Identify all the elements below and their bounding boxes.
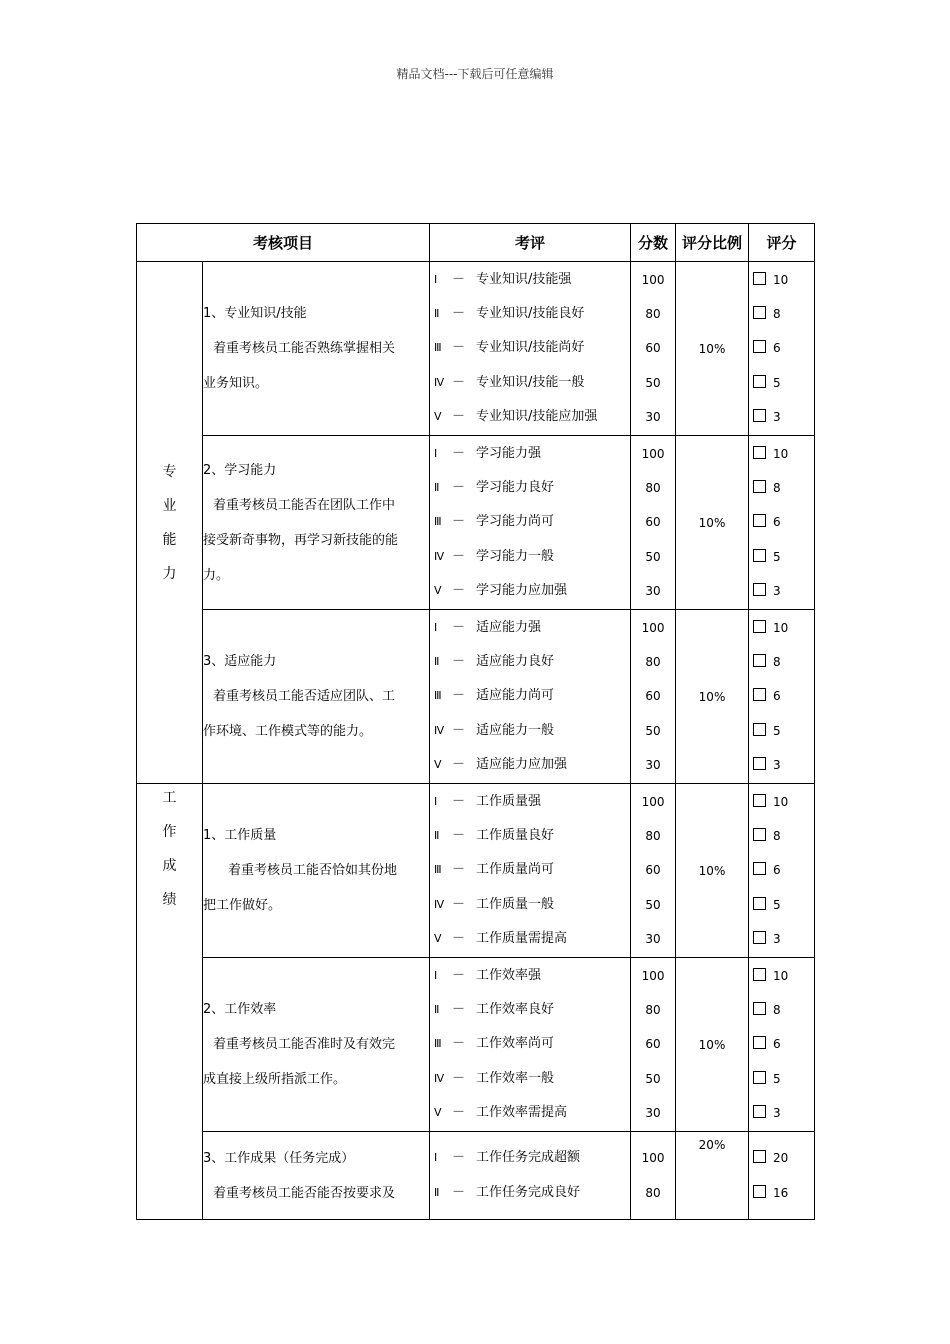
item-description [203,958,430,1132]
score-list: 100 80 [631,1132,676,1220]
checkbox-icon[interactable] [753,1002,766,1015]
checkbox-icon[interactable] [753,514,766,527]
header-score: 分数 [631,224,676,262]
grade-row: Ⅳ － 适应能力一般 [434,722,555,738]
ratio-cell: 10% [676,436,749,610]
checkbox-icon[interactable] [753,757,766,770]
checkbox-icon[interactable] [753,340,766,353]
grade-row: Ⅴ － 学习能力应加强 [434,582,568,598]
checkbox-icon[interactable] [753,794,766,807]
grade-list [430,1132,631,1220]
rating-option[interactable]: 5 [749,366,814,400]
checkbox-icon[interactable] [753,306,766,319]
checkbox-icon[interactable] [753,1105,766,1118]
rating-option[interactable]: 10 [749,611,814,645]
checkbox-icon[interactable] [753,862,766,875]
checkbox-icon[interactable] [753,723,766,736]
checkbox-icon[interactable] [753,897,766,910]
rating-option[interactable]: 8 [749,993,814,1027]
item-desc-line: 着重考核员工能否准时及有效完 [213,1037,396,1052]
score-list: 100 80 60 50 30 [631,262,676,436]
rating-option[interactable]: 5 [749,1062,814,1096]
grade-row: Ⅴ － 工作效率需提高 [434,1104,568,1120]
item-title: 1、专业知识/技能 [203,306,307,321]
table-row [137,436,815,610]
checkbox-icon[interactable] [753,688,766,701]
rating-option[interactable]: 5 [749,540,814,574]
item-title: 3、适应能力 [203,654,277,669]
rating-option[interactable]: 6 [749,679,814,713]
table-row [137,1132,815,1220]
checkbox-icon[interactable] [753,620,766,633]
grade-row: Ⅲ － 专业知识/技能尚好 [434,340,585,356]
rating-checkboxes [749,262,815,436]
score-list: 100 80 60 50 30 [631,958,676,1132]
grade-row: Ⅱ － 工作效率良好 [434,1002,555,1018]
item-title: 3、工作成果（任务完成） [203,1150,355,1166]
rating-option[interactable]: 10 [749,959,814,993]
grade-row: Ⅳ － 专业知识/技能一般 [434,374,585,390]
grade-row: Ⅲ － 学习能力尚可 [434,514,555,530]
checkbox-icon[interactable] [753,583,766,596]
rating-checkboxes [749,610,815,784]
rating-option[interactable]: 10 [749,785,814,819]
item-description [203,610,430,784]
item-desc-line: 作环境、工作模式等的能力。 [203,724,373,739]
rating-option[interactable]: 6 [749,853,814,887]
category-work-performance: 工 作 成 绩 [137,784,203,1220]
item-description [203,1132,430,1220]
grade-row: Ⅴ － 适应能力应加强 [434,756,568,772]
checkbox-icon[interactable] [753,480,766,493]
rating-option[interactable]: 3 [749,400,814,434]
checkbox-icon[interactable] [753,828,766,841]
item-desc-line: 着重考核员工能否在团队工作中 [213,497,396,513]
header-project: 考核项目 [137,224,430,262]
checkbox-icon[interactable] [753,409,766,422]
ratio-cell: 10% [676,262,749,436]
grade-list [430,262,631,436]
rating-checkboxes [749,784,815,958]
grade-row: Ⅲ － 工作质量尚可 [434,862,555,878]
header-review: 考评 [430,224,631,262]
grade-row: Ⅰ － 专业知识/技能强 [434,271,572,287]
rating-option[interactable]: 8 [749,645,814,679]
grade-row: Ⅳ － 学习能力一般 [434,548,555,564]
checkbox-icon[interactable] [753,1185,766,1198]
grade-row: Ⅰ － 工作效率强 [434,967,542,983]
rating-option[interactable]: 6 [749,505,814,539]
table-row [137,262,815,436]
header-rating: 评分 [749,224,815,262]
grade-row: Ⅲ － 工作效率尚可 [434,1036,555,1052]
checkbox-icon[interactable] [753,446,766,459]
header-ratio: 评分比例 [676,224,749,262]
evaluation-table [136,223,815,1220]
grade-list [430,436,631,610]
item-description [203,436,430,610]
rating-option[interactable]: 3 [749,1096,814,1130]
item-desc-line: 成直接上级所指派工作。 [203,1072,347,1087]
rating-option[interactable]: 16 [749,1176,814,1210]
rating-option[interactable]: 8 [749,819,814,853]
item-title: 2、工作效率 [203,1002,277,1017]
item-title: 1、工作质量 [203,828,277,843]
grade-row: Ⅱ － 适应能力良好 [434,654,555,670]
item-desc-line: 着重考核员工能否适应团队、工 [213,689,396,704]
grade-row: Ⅲ － 适应能力尚可 [434,688,555,704]
grade-row: Ⅳ － 工作效率一般 [434,1070,555,1086]
checkbox-icon[interactable] [753,375,766,388]
rating-option[interactable]: 6 [749,331,814,365]
rating-option[interactable]: 6 [749,1027,814,1061]
grade-row: Ⅴ － 工作质量需提高 [434,930,568,946]
ratio-cell: 20% [676,1132,749,1220]
item-desc-line: 着重考核员工能否能否按要求及 [213,1185,396,1201]
grade-row: Ⅰ － 工作任务完成超额 [434,1150,581,1166]
rating-option[interactable]: 3 [749,574,814,608]
grade-list [430,958,631,1132]
rating-option[interactable]: 3 [749,748,814,782]
checkbox-icon[interactable] [753,1036,766,1049]
item-desc-line: 力。 [203,567,230,583]
checkbox-icon[interactable] [753,549,766,562]
item-desc-line: 业务知识。 [203,376,269,391]
item-desc-line: 着重考核员工能否恰如其份地 [228,863,398,878]
item-title: 2、学习能力 [203,462,277,478]
ratio-cell: 10% [676,784,749,958]
rating-option[interactable]: 3 [749,922,814,956]
ratio-cell: 10% [676,610,749,784]
header-row [137,224,815,262]
grade-row: Ⅱ － 工作质量良好 [434,828,555,844]
grade-row: Ⅴ － 专业知识/技能应加强 [434,408,598,424]
score-list: 100 80 60 50 30 [631,784,676,958]
table-row [137,610,815,784]
rating-option[interactable]: 5 [749,714,814,748]
grade-row: Ⅰ － 工作质量强 [434,793,542,809]
rating-option[interactable]: 8 [749,297,814,331]
rating-option[interactable]: 10 [749,437,814,471]
ratio-cell: 10% [676,958,749,1132]
grade-list [430,784,631,958]
grade-row: Ⅱ － 专业知识/技能良好 [434,306,585,322]
item-description [203,262,430,436]
score-list: 100 80 60 50 30 [631,436,676,610]
item-desc-line: 接受新奇事物，再学习新技能的能 [203,532,399,548]
rating-option[interactable]: 10 [749,263,814,297]
table-row [137,784,815,958]
grade-row: Ⅱ － 学习能力良好 [434,480,555,496]
rating-checkboxes [749,1132,815,1220]
rating-checkboxes [749,958,815,1132]
grade-row: Ⅳ － 工作质量一般 [434,896,555,912]
rating-option[interactable]: 20 [749,1141,814,1175]
item-description [203,784,430,958]
grade-row: Ⅰ － 学习能力强 [434,445,542,461]
checkbox-icon[interactable] [753,272,766,285]
checkbox-icon[interactable] [753,1071,766,1084]
checkbox-icon[interactable] [753,968,766,981]
grade-row: Ⅱ － 工作任务完成良好 [434,1184,581,1200]
checkbox-icon[interactable] [753,1150,766,1163]
grade-row: Ⅰ － 适应能力强 [434,619,542,635]
checkbox-icon[interactable] [753,931,766,944]
item-desc-line: 着重考核员工能否熟练掌握相关 [213,341,396,356]
checkbox-icon[interactable] [753,654,766,667]
rating-option[interactable]: 8 [749,471,814,505]
rating-option[interactable]: 5 [749,888,814,922]
category-professional-ability: 专 业 能 力 [137,262,203,784]
grade-list [430,610,631,784]
rating-checkboxes [749,436,815,610]
page-header: 精品文档---下载后可任意编辑 [396,67,554,81]
item-desc-line: 把工作做好。 [203,898,282,913]
score-list: 100 80 60 50 30 [631,610,676,784]
table-row [137,958,815,1132]
